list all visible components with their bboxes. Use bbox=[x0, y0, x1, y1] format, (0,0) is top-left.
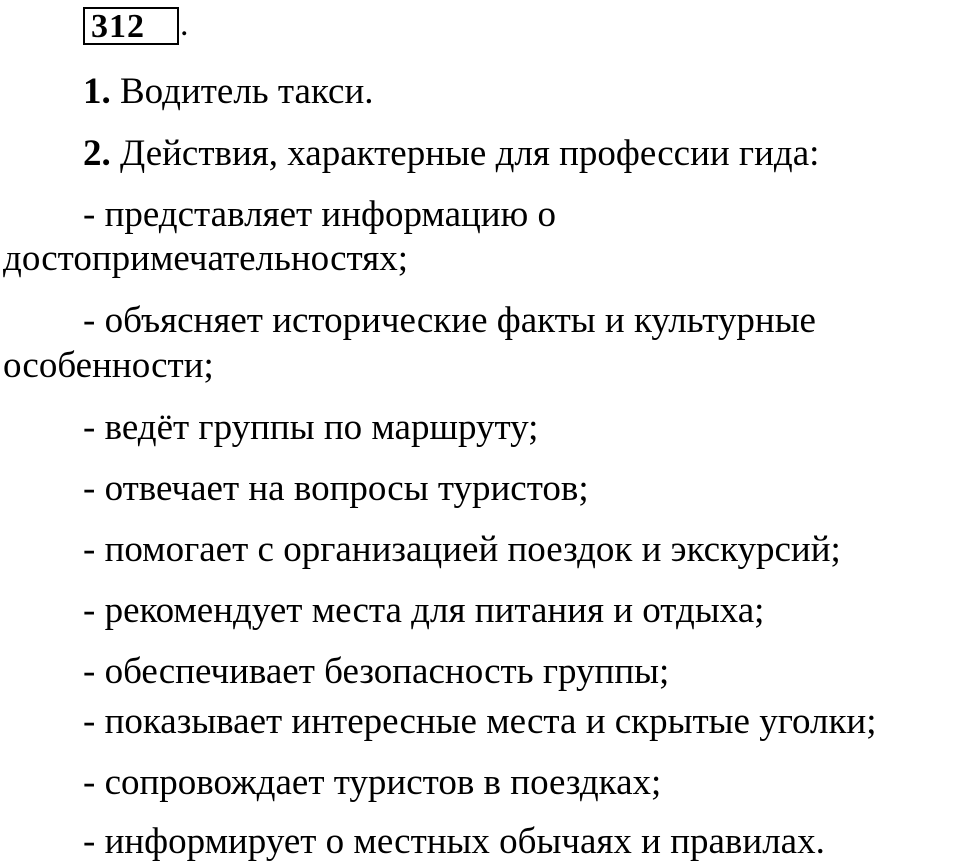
list-item: - информирует о местных обычаях и правилах. bbox=[83, 821, 825, 862]
exercise-number-box bbox=[83, 7, 179, 45]
list-item: - ведёт группы по маршруту; bbox=[83, 407, 539, 448]
list-item: - рекомендует места для питания и отдыха; bbox=[83, 590, 765, 631]
exercise-number-dot: . bbox=[180, 6, 189, 43]
list-item: - сопровождает туристов в поездках; bbox=[83, 762, 662, 803]
list-item: - показывает интересные места и скрытые уголки; bbox=[83, 701, 877, 742]
answer-1-text: Водитель такси. bbox=[110, 71, 374, 112]
list-item: - отвечает на вопросы туристов; bbox=[83, 468, 589, 509]
exercise-number: 312 bbox=[91, 8, 145, 45]
list-item: - объясняет исторические факты и культурные bbox=[83, 300, 816, 341]
answer-2 bbox=[83, 130, 819, 177]
answer-1-number: 1. bbox=[83, 71, 111, 112]
list-item: - представляет информацию о bbox=[83, 194, 556, 235]
list-item: - помогает с организацией поездок и экскурсий; bbox=[83, 529, 841, 570]
list-item: - обеспечивает безопасность группы; bbox=[83, 651, 670, 692]
answer-1 bbox=[83, 68, 374, 115]
answer-2-number: 2. bbox=[83, 133, 111, 174]
list-item-continuation: особенности; bbox=[3, 345, 214, 386]
answer-2-text: Действия, характерные для профессии гида: bbox=[110, 133, 820, 174]
list-item-continuation: достопримечательностях; bbox=[3, 238, 408, 279]
